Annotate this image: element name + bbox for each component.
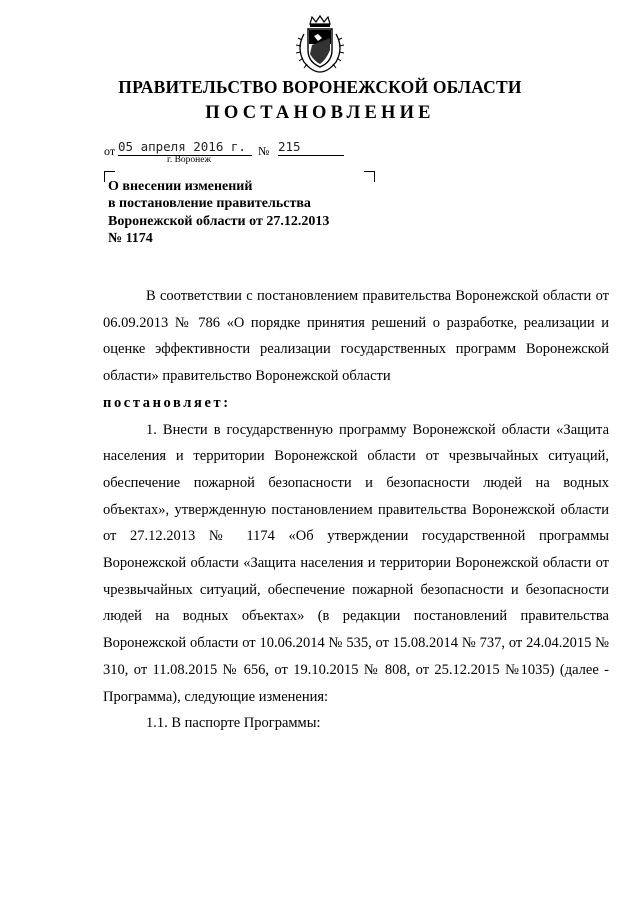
city-label: г. Воронеж bbox=[167, 155, 212, 165]
document-type-title: ПОСТАНОВЛЕНИЕ bbox=[205, 103, 435, 123]
document-subject bbox=[108, 178, 378, 247]
subject-line: № 1174 bbox=[108, 230, 153, 246]
document-body bbox=[103, 283, 609, 737]
subject-line: О внесении изменений bbox=[108, 179, 253, 194]
document-meta bbox=[104, 140, 364, 160]
document-date: 05 апреля 2016 г. bbox=[118, 140, 252, 156]
government-title: ПРАВИТЕЛЬСТВО ВОРОНЕЖСКОЙ ОБЛАСТИ bbox=[118, 77, 522, 97]
document-number: 215 bbox=[278, 140, 344, 156]
subject-line: Воронежской области от 27.12.2013 bbox=[108, 213, 330, 229]
item-1-1-paragraph: 1.1. В паспорте Программы: bbox=[146, 715, 321, 732]
subject-line: в постановление правительства bbox=[108, 196, 311, 212]
item-1-paragraph: 1. Внести в государственную программу Воронежской области «Защита населения и территории Воронежской области от чрезвычайных ситуаций, обеспечение пожарной безопасности и безопасности людей на водных объектах», утвержденную постановлением правительства Воронежской области от 27.12.2013 № 1174 «Об утверждении государственной программы Воронежской области «Защита населения и территории Воронежской области от чрезвычайных ситуаций, обеспечение пожарной безопасности и безопасности людей на водных объектах» (в редакции постановлений правительства Воронежской области от 10.06.2014 № 535, от 15.08.2014 № 737, от 24.04.2015 № 310, от 11.08.2015 № 656, от 19.10.2015 № 808, от 25.12.2015 №1035) (далее - Программа), следующие изменения: bbox=[103, 421, 609, 705]
from-label: от bbox=[104, 144, 116, 158]
preamble-paragraph: В соответствии с постановлением правительства Воронежской области от 06.09.2013 № 786 «О порядке принятия решений о разработке, реализации и оценке эффективности реализации государственных программ Воронежской области» правительство Воронежской области bbox=[103, 288, 609, 385]
number-label: № bbox=[258, 144, 270, 158]
coat-of-arms-icon bbox=[290, 14, 350, 76]
resolves-heading: постановляет: bbox=[103, 394, 231, 411]
